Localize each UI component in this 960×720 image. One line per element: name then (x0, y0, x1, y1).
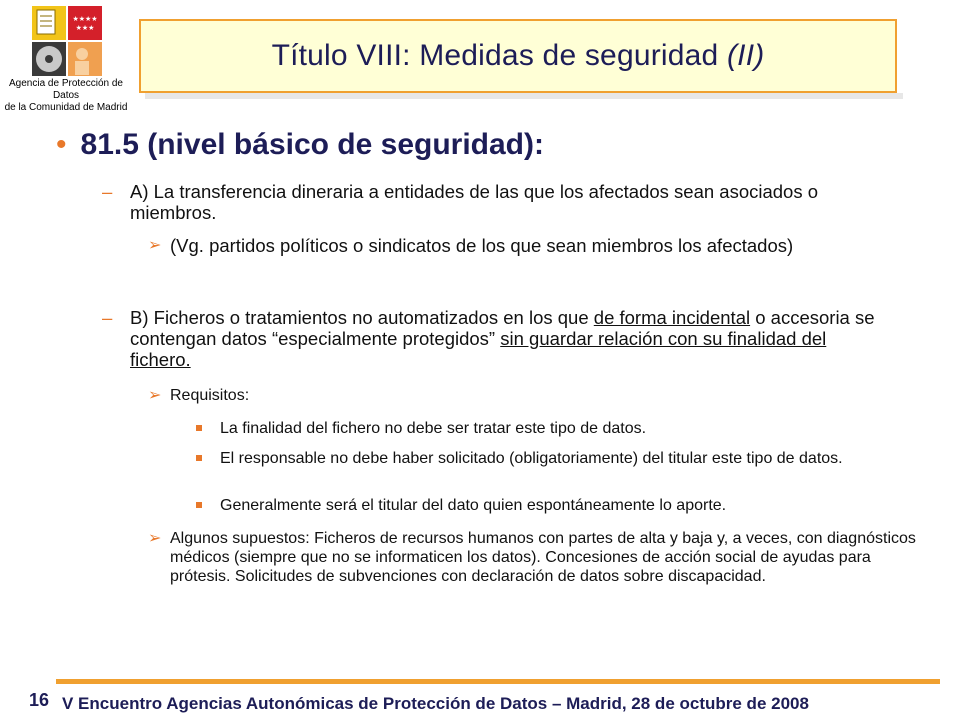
item-a (102, 181, 892, 225)
section-heading (56, 128, 544, 162)
footer-rule (56, 679, 940, 684)
supuestos-text: Algunos supuestos: Ficheros de recursos humanos con partes de alta y baja y, a veces, con diagnósticos médicos (siempre que no se informaticen los datos). Concesiones de acción social de ayudas para prótesis. Solicitudes de subvenciones con declaración de datos sobre discapacidad. (170, 530, 916, 585)
dash-icon: – (102, 307, 113, 328)
footer-text: V Encuentro Agencias Autonómicas de Protección de Datos – Madrid, 28 de octubre de 2008 (62, 694, 809, 713)
logo-caption (4, 78, 128, 114)
square-bullet-icon (196, 455, 202, 461)
logo-caption-line2: de la Comunidad de Madrid (4, 102, 128, 113)
item-b-underlined-1: de forma incidental (593, 307, 751, 328)
dash-icon: – (102, 181, 113, 202)
page-number: 16 (29, 690, 50, 710)
svg-text:★★★★: ★★★★ (72, 15, 98, 23)
slide-title-main: Título VIII: Medidas de seguridad (271, 39, 727, 72)
req-item-text: Generalmente será el titular del dato quien espontáneamente lo aporte. (220, 497, 727, 514)
svg-text:★★★: ★★★ (75, 24, 95, 32)
section-heading-text: 81.5 (nivel básico de seguridad): (80, 128, 544, 161)
req-item-text: El responsable no debe haber solicitado (obligatoriamente) del titular este tipo de datos. (220, 450, 843, 467)
item-a-sub-text: (Vg. partidos políticos o sindicatos de los que sean miembros los afectados) (170, 235, 794, 256)
requisitos-label: Requisitos: (170, 387, 250, 404)
slide-title-italic: (II) (726, 39, 765, 72)
title-box (139, 19, 897, 93)
title-shadow (145, 93, 903, 99)
item-a-text: A) La transferencia dineraria a entidades de las que los afectados sean asociados o miembros. (130, 181, 819, 223)
agency-logo-icon (32, 6, 102, 76)
square-bullet-icon (196, 502, 202, 508)
arrow-icon: ➢ (148, 237, 162, 254)
arrow-icon: ➢ (148, 530, 162, 547)
bullet-icon: • (56, 128, 67, 161)
logo-caption-line1: Agencia de Protección de Datos (9, 78, 123, 101)
agency-logo (4, 4, 128, 122)
item-b-part2: o accesoria se contengan datos “especialmente protegidos” (130, 307, 875, 349)
item-b (102, 307, 892, 373)
arrow-icon: ➢ (148, 387, 162, 404)
item-b-text (130, 307, 890, 370)
item-b-underlined-2: sin guardar relación con su finalidad del fichero. (130, 328, 827, 370)
req-item-text: La finalidad del fichero no debe ser tratar este tipo de datos. (220, 420, 647, 437)
item-b-part1: B) Ficheros o tratamientos no automatizados en los que (130, 307, 594, 328)
square-bullet-icon (196, 425, 202, 431)
slide-title (272, 39, 765, 73)
